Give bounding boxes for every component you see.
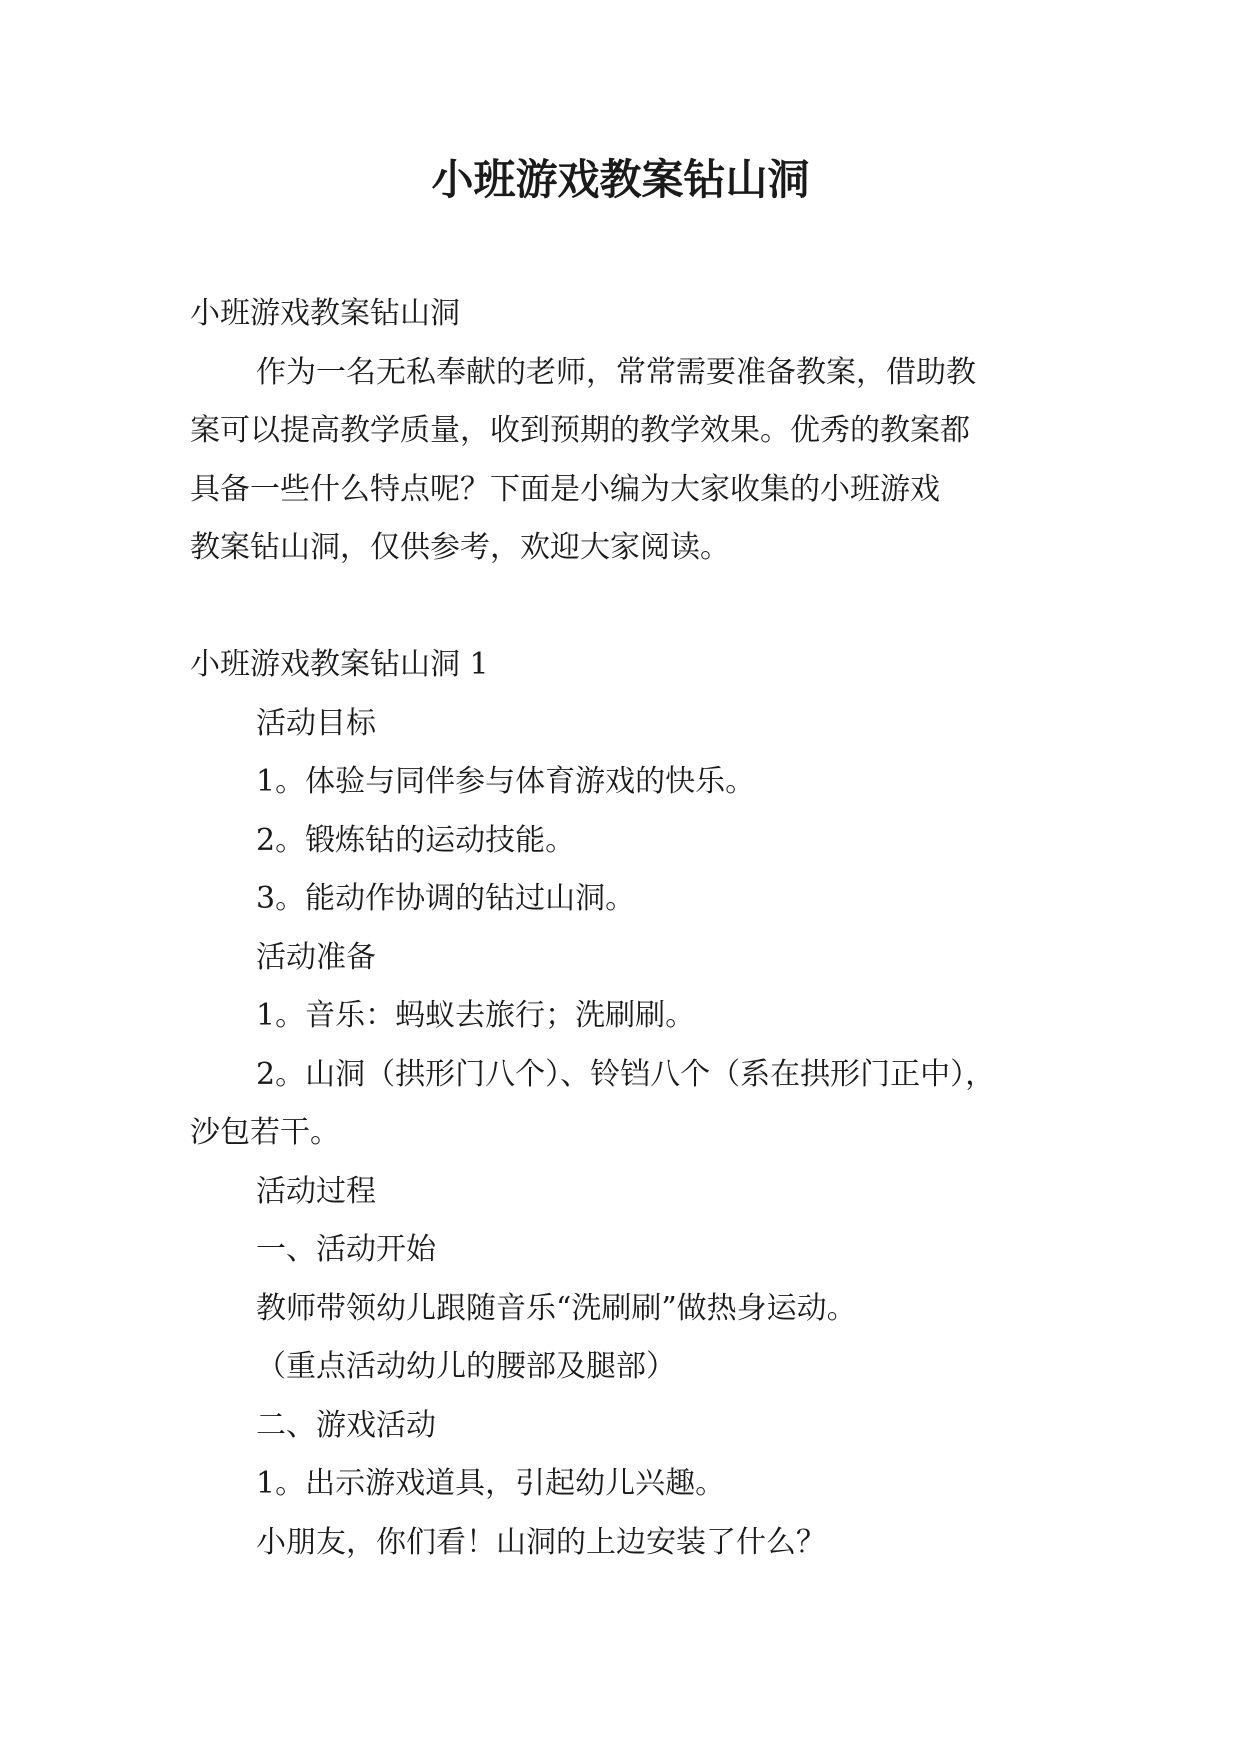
prep-heading: 活动准备 xyxy=(256,939,376,975)
document-title: 小班游戏教案钻山洞 xyxy=(431,155,810,204)
intro-line: 教案钻山洞，仅供参考，欢迎大家阅读。 xyxy=(190,530,730,565)
prep-item-continued: 沙包若干。 xyxy=(190,1115,340,1150)
step-line: 教师带领幼儿跟随音乐“洗刷刷”做热身运动。 xyxy=(256,1290,857,1326)
step-heading: 一、活动开始 xyxy=(256,1232,436,1267)
process-heading: 活动过程 xyxy=(256,1173,376,1209)
goal-item: 3。能动作协调的钻过山洞。 xyxy=(256,881,636,916)
goal-item: 1。体验与同伴参与体育游戏的快乐。 xyxy=(256,764,756,799)
goal-item: 2。锻炼钻的运动技能。 xyxy=(256,822,576,858)
step-heading: 二、游戏活动 xyxy=(256,1407,436,1443)
intro-line: 具备一些什么特点呢？下面是小编为大家收集的小班游戏 xyxy=(190,471,940,507)
prep-item: 2。山洞（拱形门八个）、铃铛八个（系在拱形门正中）， xyxy=(256,1056,996,1092)
intro-line: 作为一名无私奉献的老师，常常需要准备教案，借助教 xyxy=(256,354,976,390)
step-line: 小朋友，你们看！山洞的上边安装了什么？ xyxy=(256,1524,826,1560)
prep-item: 1。音乐：蚂蚁去旅行；洗刷刷。 xyxy=(256,998,696,1033)
intro-line: 案可以提高教学质量，收到预期的教学效果。优秀的教案都 xyxy=(190,413,970,448)
paragraph-gap xyxy=(190,578,1060,637)
section-heading: 小班游戏教案钻山洞 1 xyxy=(190,647,489,682)
document-body xyxy=(190,285,1060,1572)
step-line: 1。出示游戏道具，引起幼儿兴趣。 xyxy=(256,1466,726,1501)
goals-heading: 活动目标 xyxy=(256,705,376,741)
step-line: （重点活动幼儿的腰部及腿部） xyxy=(256,1349,676,1384)
subtitle: 小班游戏教案钻山洞 xyxy=(190,296,460,331)
